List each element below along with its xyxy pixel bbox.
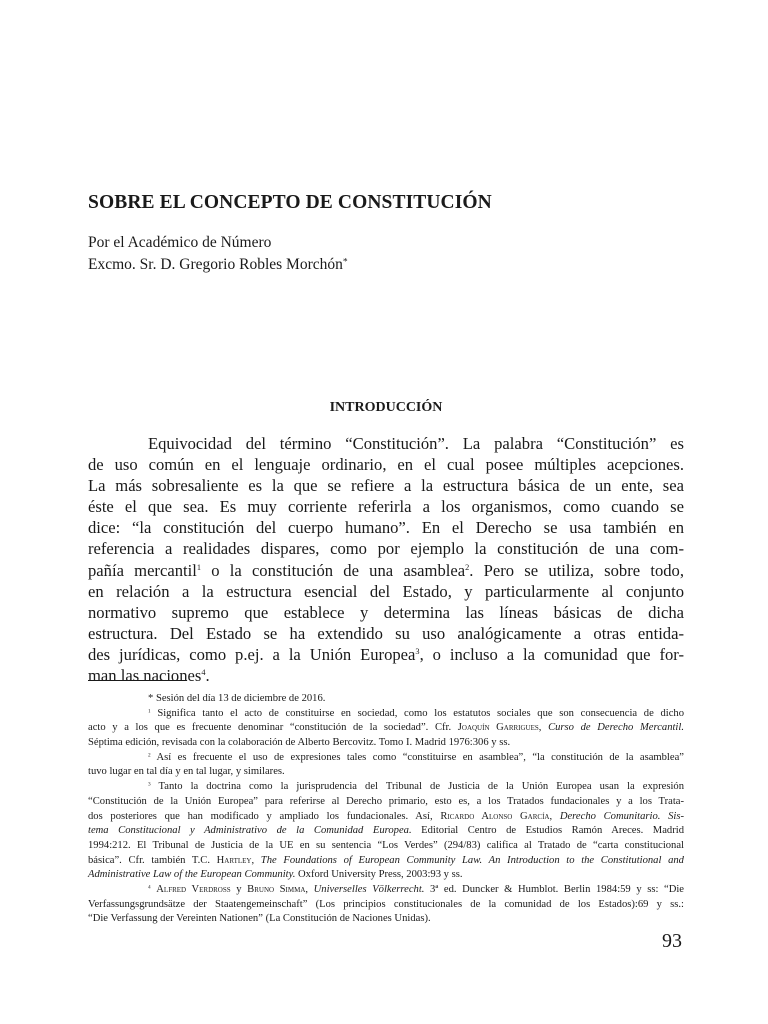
body-text-fragment: o la constitución de una asamblea	[200, 560, 466, 580]
footnote-line: Séptima edición, revisada con la colaboración de Alberto Bercovitz. Tomo I. Madrid 1976:306 y ss.	[88, 737, 511, 749]
footnote-text: ,	[538, 722, 549, 734]
footnote-text: Significa tanto el acto de constituirse en sociedad, como los estatutos sociales que son consecuencia de dicho	[150, 707, 684, 719]
author-footnote-marker: *	[342, 256, 348, 268]
author-name-line	[88, 254, 348, 276]
cited-work: The Foundations of European Community Law. An Introduction to the Constitutional and	[260, 854, 684, 866]
footnote-separator	[88, 680, 187, 681]
footnote-text: Así es frecuente el uso de expresiones tales como “constituirse en asamblea”, “la constitución de la asamblea”	[150, 751, 684, 763]
footnote-ref[interactable]: 3	[415, 647, 420, 657]
footnote-text: dos posteriores que han modificado y ampliado los fundacionales. Así,	[88, 810, 441, 822]
cited-work: Administrative Law of the European Community.	[88, 869, 296, 881]
footnote-line: 1994:212. El Tribunal de Justicia de la UE en su sentencia “Los Verdes” (294/83) califica al Tratado de “carta constitucional	[88, 839, 684, 851]
footnote-number: 2	[148, 752, 151, 759]
body-line: éste el que sea. Es muy corriente referirla a los organismos, como cuando se	[88, 497, 684, 517]
cited-work: tema Constitucional y Administrativo de la Comunidad Europea.	[88, 825, 412, 837]
body-text-fragment: . Pero se utiliza, sobre todo,	[469, 560, 684, 580]
footnote-text: ,	[251, 854, 261, 866]
footnote-ref[interactable]: 2	[465, 562, 470, 572]
footnote-2	[88, 751, 684, 766]
body-line	[88, 560, 684, 581]
article-title: SOBRE EL CONCEPTO DE CONSTITUCIÓN	[88, 192, 492, 213]
cited-work: Derecho Comunitario. Sis-	[559, 810, 684, 822]
footnote-line: “Constitución de la Unión Europea” para referirse al Derecho primario, esto es, a los Tratados fundacionales y a los Trata-	[88, 795, 684, 807]
footnote-number: 3	[148, 781, 151, 788]
body-line: dice: “la constitución del cuerpo humano”. En el Derecho se usa también en	[88, 518, 684, 538]
footnote-text: 3ª ed. Duncker & Humblot. Berlin 1984:59 y ss: “Die	[424, 883, 685, 895]
cited-author: Joaquín Garrigues	[457, 722, 539, 734]
footnote-ref[interactable]: 1	[196, 562, 201, 572]
footnote-line	[88, 721, 684, 736]
cited-work: Universelles Völkerrecht.	[313, 883, 425, 895]
footnote-text: Oxford University Press, 2003:93 y ss.	[295, 869, 463, 881]
body-text-fragment: des jurídicas, como p.ej. a la Unión Europea	[88, 644, 416, 664]
footnote-number: 1	[148, 707, 151, 714]
body-paragraph	[88, 433, 684, 686]
footnote-ref[interactable]: 4	[201, 668, 206, 678]
footnote-text: Tanto la doctrina como la jurisprudencia del Tribunal de Justicia de la Unión Europea usan la expresión	[150, 781, 684, 793]
document-page	[88, 0, 684, 1024]
body-line: normativo supremo que establece y determina las líneas básicas de dicha	[88, 602, 684, 622]
page-number: 93	[662, 930, 682, 952]
footnote-1	[88, 707, 684, 722]
footnote-text: Editorial Centro de Estudios Ramón Areces. Madrid	[411, 825, 684, 837]
body-line: La más sobresaliente es la que se refiere a la estructura básica de un ente, sea	[88, 476, 684, 496]
author-block	[88, 232, 348, 276]
footnote-star: * Sesión del día 13 de diciembre de 2016.	[148, 693, 326, 704]
footnote-line: tuvo lugar en tal día y en tal lugar, y similares.	[88, 766, 285, 778]
cited-work: Curso de Derecho Mercantil.	[548, 722, 684, 734]
footnote-text: ,	[305, 883, 314, 895]
footnote-line	[88, 868, 684, 883]
cited-author: Hartley	[216, 854, 252, 866]
body-line: en relación a la estructura esencial del Estado, y particularmente al conjunto	[88, 581, 684, 601]
body-line: referencia a realidades dispares, como por ejemplo la constitución de una com-	[88, 539, 684, 559]
body-line: Equivocidad del término “Constitución”. La palabra “Constitución” es	[148, 434, 684, 453]
body-line: de uso común en el lenguaje ordinario, en el cual posee múltiples acepciones.	[88, 455, 684, 475]
body-text-fragment: .	[205, 666, 210, 686]
footnote-text: acto y a los que es frecuente denominar “constitución de la sociedad”. Cfr.	[88, 722, 458, 734]
body-line	[88, 644, 684, 665]
footnote-line: Verfassungsgrundsätze der Staatengemeinschaft” (Los principios constitucionales de la comunidad de los Estados):69 y ss.:	[88, 898, 684, 910]
author-role: Por el Académico de Número	[88, 234, 272, 251]
body-line	[88, 665, 684, 686]
footnote-line	[88, 810, 684, 825]
cited-author: Bruno Simma	[247, 883, 306, 895]
body-text-fragment: pañía mercantil	[88, 560, 197, 580]
footnote-line	[88, 854, 684, 869]
footnote-line	[88, 824, 684, 839]
footnote-text: ,	[549, 810, 560, 822]
footnote-line: “Die Verfassung der Vereinten Nationen” (La Constitución de Naciones Unidas).	[88, 913, 431, 925]
footnote-3	[88, 780, 684, 795]
body-text-fragment: , o incluso a la comunidad que for-	[419, 644, 684, 664]
cited-author: Alfred Verdross	[156, 883, 231, 895]
body-line: estructura. Del Estado se ha extendido su uso analógicamente a otras entida-	[88, 623, 684, 643]
footnote-text: y	[230, 883, 248, 895]
footnote-4	[88, 883, 684, 898]
author-name: Excmo. Sr. D. Gregorio Robles Morchón	[88, 256, 343, 273]
cited-author: Ricardo Alonso García	[440, 810, 550, 822]
body-text-fragment: man las naciones	[88, 666, 202, 686]
footnotes	[88, 692, 684, 927]
section-heading: INTRODUCCIÓN	[329, 400, 443, 415]
footnote-text: básica”. Cfr. también T.C.	[88, 854, 217, 866]
footnote-number: 4	[148, 884, 151, 891]
